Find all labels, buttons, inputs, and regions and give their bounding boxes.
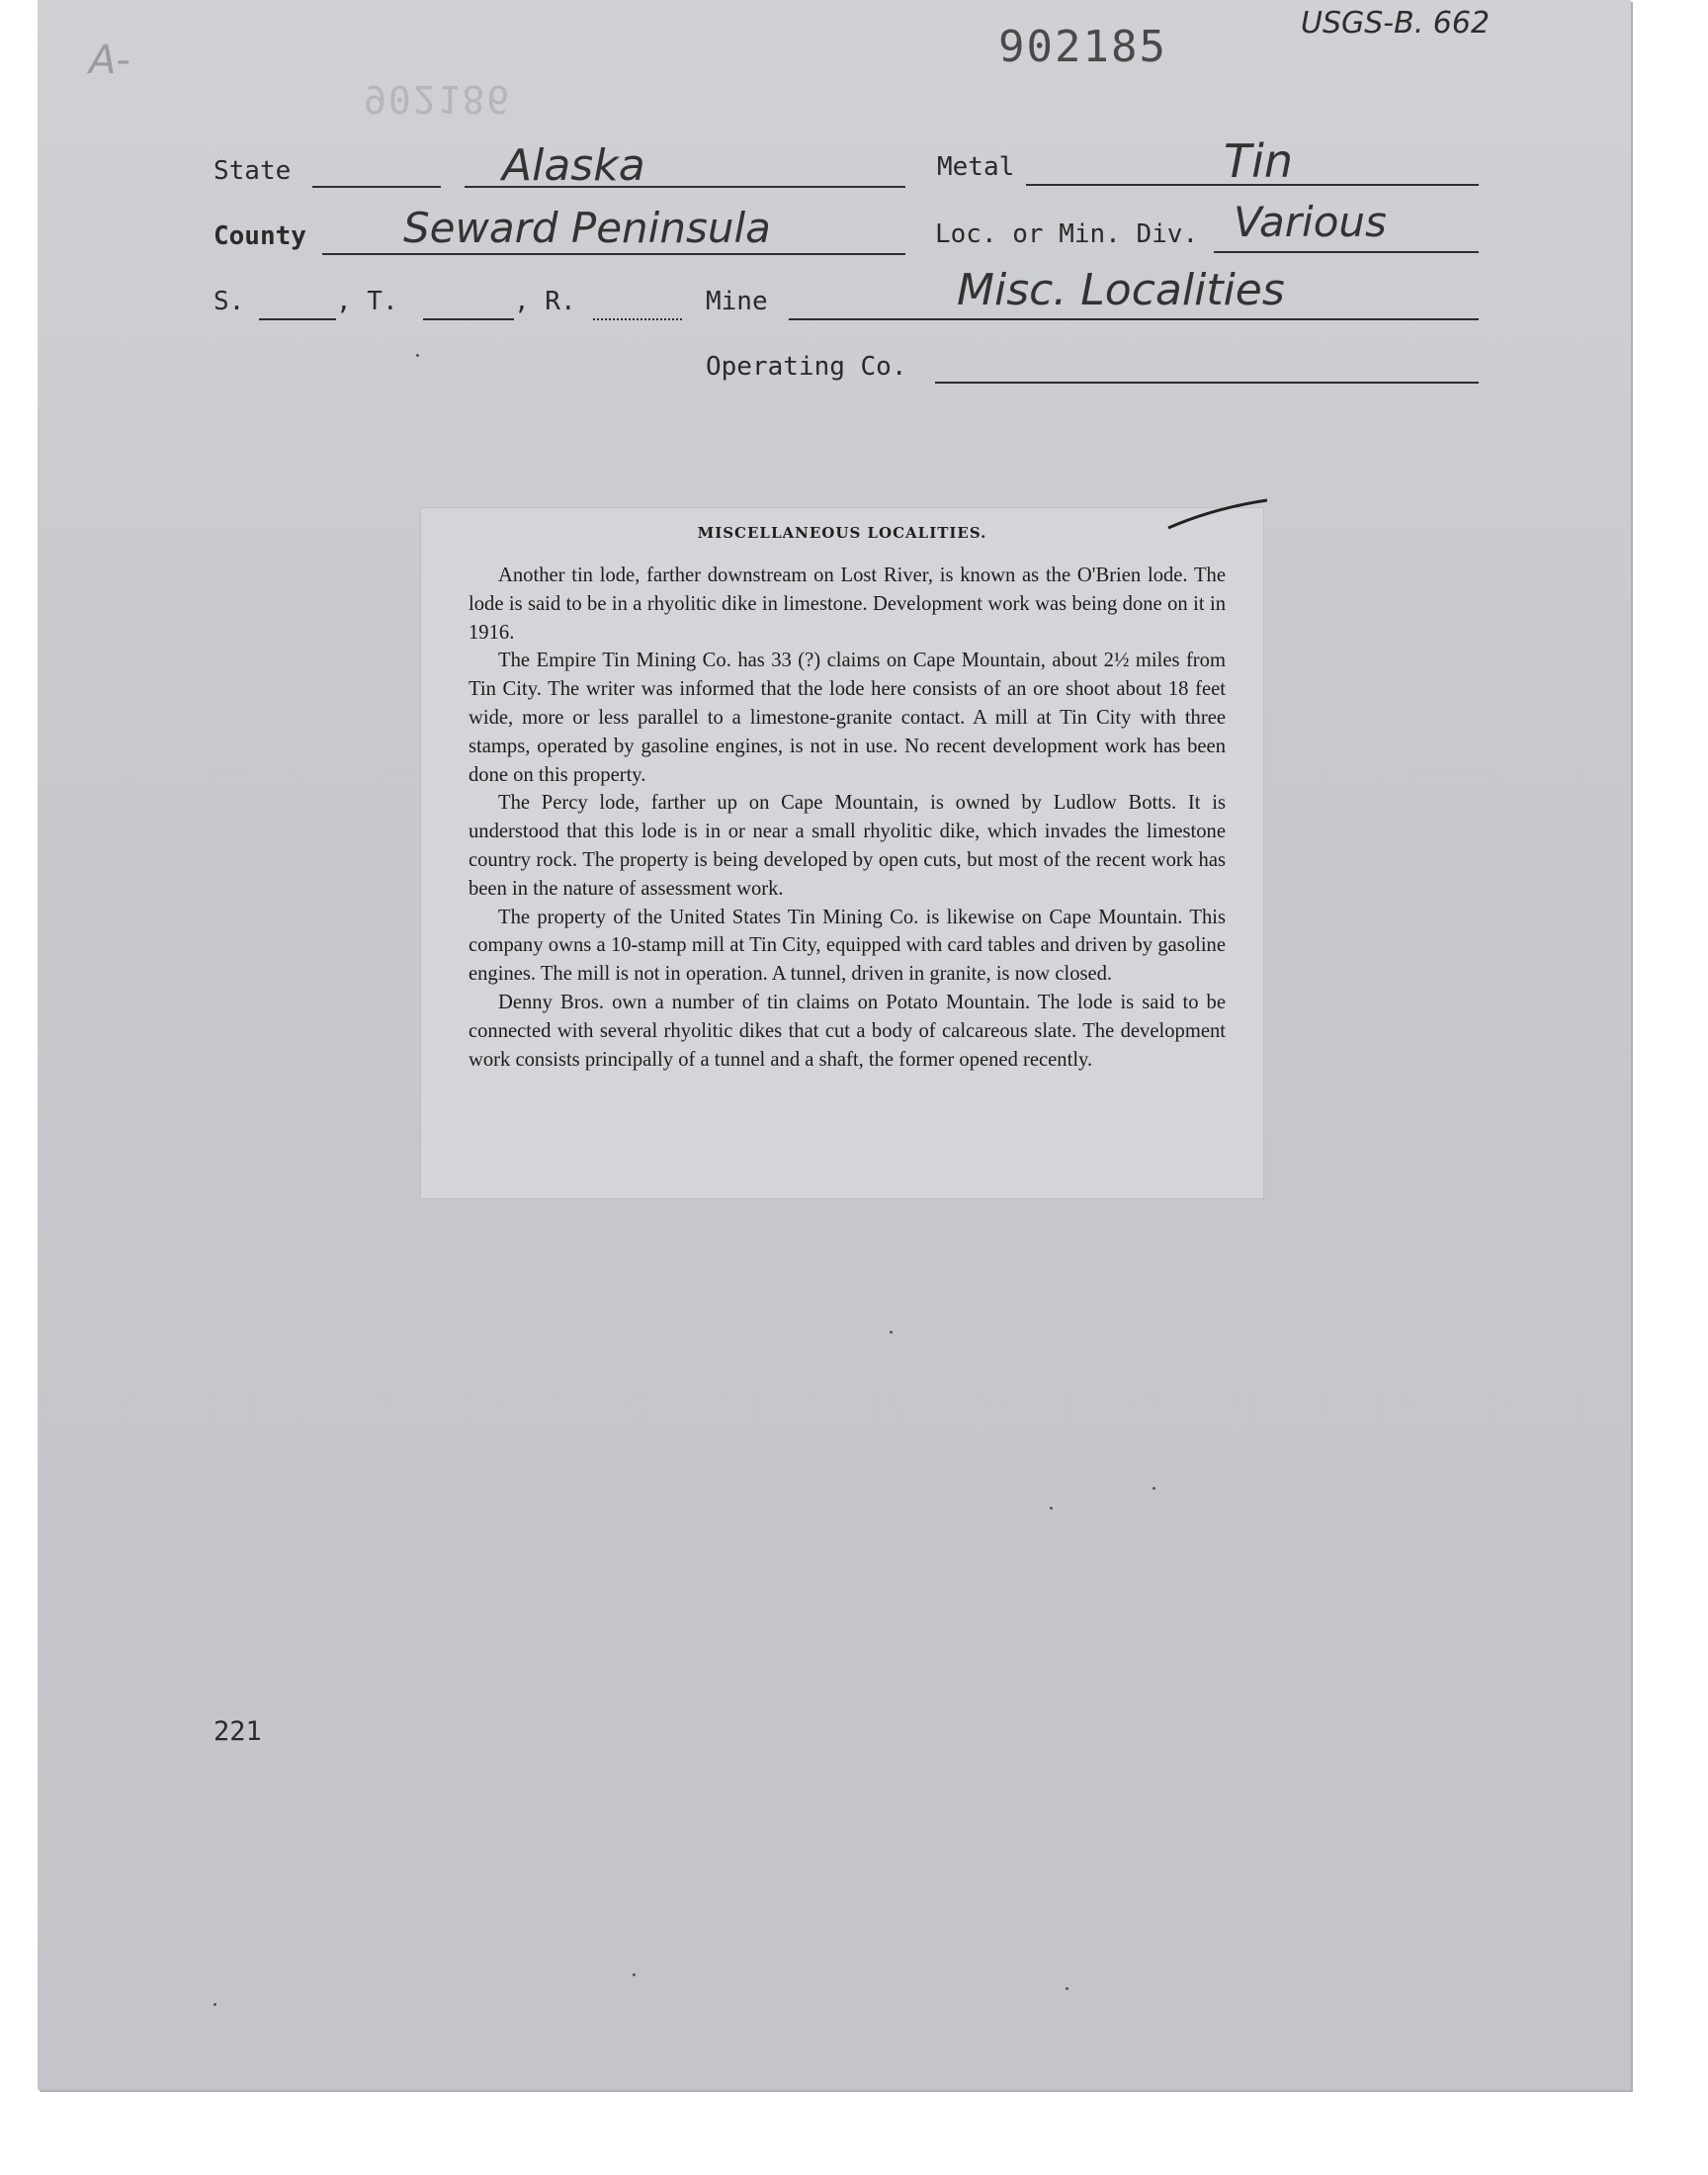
state-label: State	[214, 156, 292, 186]
corner-mark: A-	[89, 38, 130, 83]
section-label: S.	[214, 287, 245, 316]
county-label: County	[214, 221, 306, 251]
county-underline	[322, 253, 905, 255]
clipping-title: MISCELLANEOUS LOCALITIES.	[697, 524, 987, 542]
metal-label: Metal	[937, 152, 1015, 182]
clipping-paragraph: The Percy lode, farther up on Cape Mountain, is owned by Ludlow Botts. It is understood that this lode is in or near a small rhyolitic dike, which invades the limestone country rock. The property is being developed by open cuts, but most of the recent work has been in the nature of assessment work.	[469, 792, 1226, 900]
scan-speck	[1066, 1987, 1068, 1990]
document-sheet	[38, 0, 1631, 2090]
clipping-body	[469, 562, 1226, 1074]
scan-speck	[416, 354, 419, 357]
scan-speck	[214, 2003, 216, 2006]
pen-stroke-mark	[1164, 494, 1273, 534]
text-clipping	[421, 508, 1263, 1198]
page-number: 221	[214, 1716, 262, 1747]
section-underline	[259, 318, 336, 320]
loc-underline	[1214, 251, 1479, 253]
clipping-paragraph: Another tin lode, farther downstream on Lost River, is known as the O'Brien lode. The lode is said to be in a rhyolitic dike in limestone. Development work was being done on it in 1916.	[469, 565, 1226, 644]
metal-value: Tin	[1224, 134, 1294, 188]
mine-label: Mine	[706, 287, 768, 316]
township-label: , T.	[336, 287, 398, 316]
loc-value: Various	[1234, 198, 1387, 246]
reference-number: USGS-B. 662	[1301, 6, 1491, 41]
scan-speck	[1153, 1487, 1155, 1490]
clipping-paragraph: The property of the United States Tin Mining Co. is likewise on Cape Mountain. This company owns a 10-stamp mill at Tin City, equipped with card tables and driven by gasoline engines. The mill is not in operation. A tunnel, driven in granite, is now closed.	[469, 906, 1226, 986]
record-number: 902185	[998, 22, 1167, 72]
county-value: Seward Peninsula	[403, 204, 771, 252]
scan-speck	[633, 1973, 636, 1976]
clipping-paragraph: The Empire Tin Mining Co. has 33 (?) claims on Cape Mountain, about 2½ miles from Tin City. The writer was informed that the lode here consists of an ore shoot about 18 feet wide, more or less parallel to a limestone-granite contact. A mill at Tin City with three stamps, operated by gasoline engines, is not in use. No recent development work has been done on this property.	[469, 650, 1226, 786]
mine-underline	[789, 318, 1479, 320]
township-underline	[423, 318, 514, 320]
mine-value: Misc. Localities	[957, 265, 1285, 315]
scan-speck	[1050, 1507, 1053, 1510]
operating-label: Operating Co.	[706, 352, 907, 382]
scan-speck	[890, 1331, 893, 1334]
loc-label: Loc. or Min. Div.	[935, 219, 1199, 249]
clipping-paragraph: Denny Bros. own a number of tin claims on Potato Mountain. The lode is said to be connected with several rhyolitic dikes that cut a body of calcareous slate. The development work consists principally of a tunnel and a shaft, the former opened recently.	[469, 991, 1226, 1071]
state-value: Alaska	[502, 140, 645, 191]
faded-record-number: 902186	[364, 77, 512, 121]
state-underline	[312, 186, 441, 188]
operating-underline	[935, 382, 1479, 384]
range-underline	[593, 318, 682, 320]
range-label: , R.	[514, 287, 576, 316]
